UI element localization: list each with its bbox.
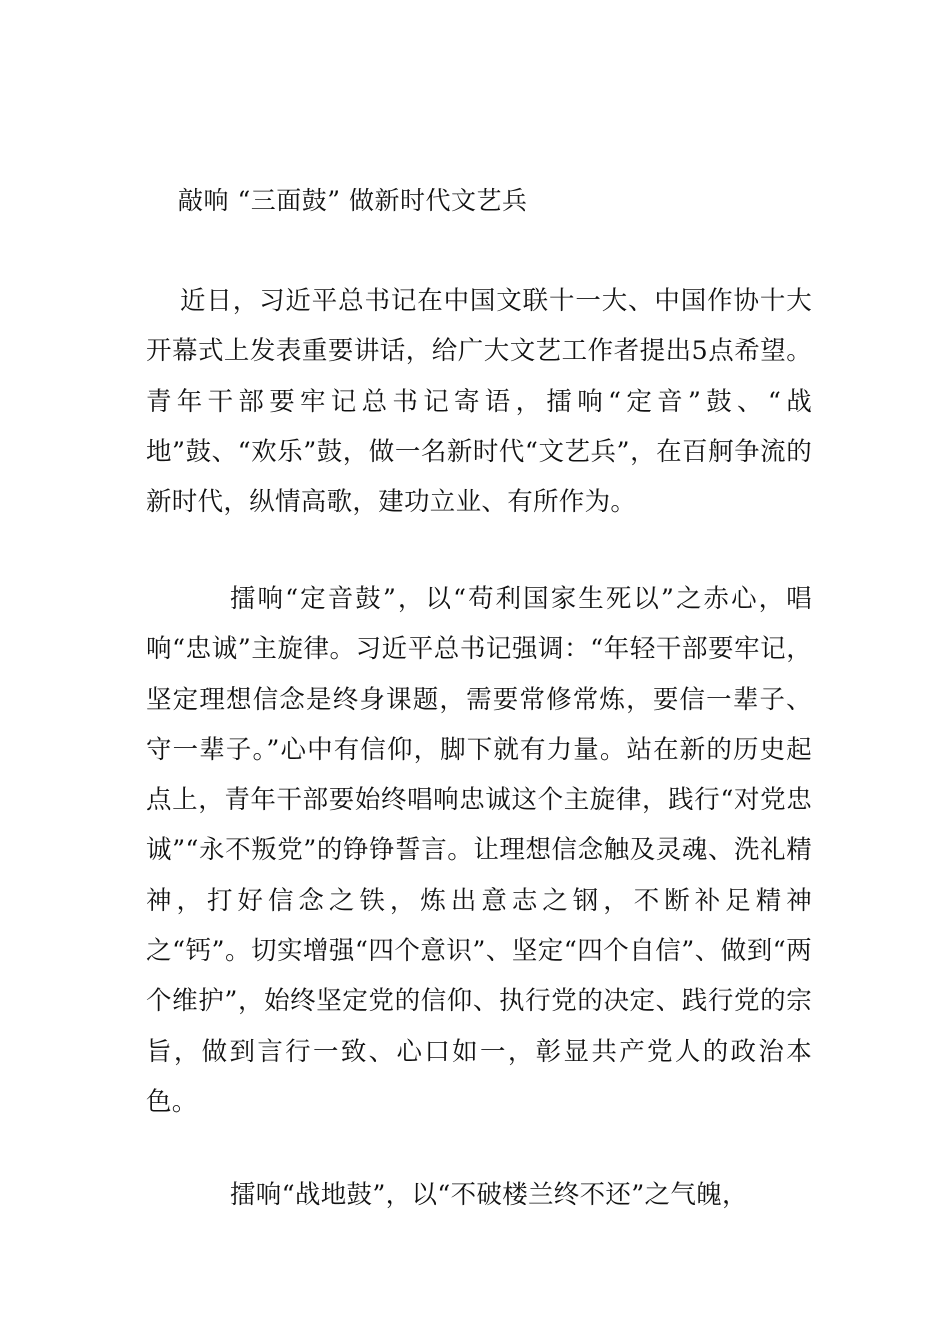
paragraph-dingyin-drum: 擂响“定音鼓”，以“苟利国家生死以”之赤心，唱响“忠诚”主旋律。习近平总书记强调：“年轻干部要牢记，坚定理想信念是终身课题，需要常修常炼，要信一辈子、守一辈子。”心中有信仰，脚下就有力量。站在新的历史起点上，青年干部要始终唱响忠诚这个主旋律，践行“对党忠诚”“永不叛党”的铮铮誓言。让理想信念触及灵魂、洗礼精神，打好信念之铁，炼出意志之钢，不断补足精神之“钙”。切实增强“四个意识”、坚定“四个自信”、做到“两个维护”，始终坚定党的信仰、执行党的决定、践行党的宗旨，做到言行一致、心口如一，彰显共产党人的政治本色。 (146, 584, 812, 1117)
document-title: 敲响 “三面鼓” 做新时代文艺兵 (178, 186, 528, 215)
paragraph-intro: 近日，习近平总书记在中国文联十一大、中国作协十大开幕式上发表重要讲话，给广大文艺工作者提出5点希望。青年干部要牢记总书记寄语，擂响“定音”鼓、“战地”鼓、“欢乐”鼓，做一名新时代“文艺兵”，在百舸争流的新时代，纵情高歌，建功立业、有所作为。 (146, 286, 812, 518)
paragraph-zhandi-drum: 擂响“战地鼓”，以“不破楼兰终不还”之气魄， (230, 1180, 748, 1210)
